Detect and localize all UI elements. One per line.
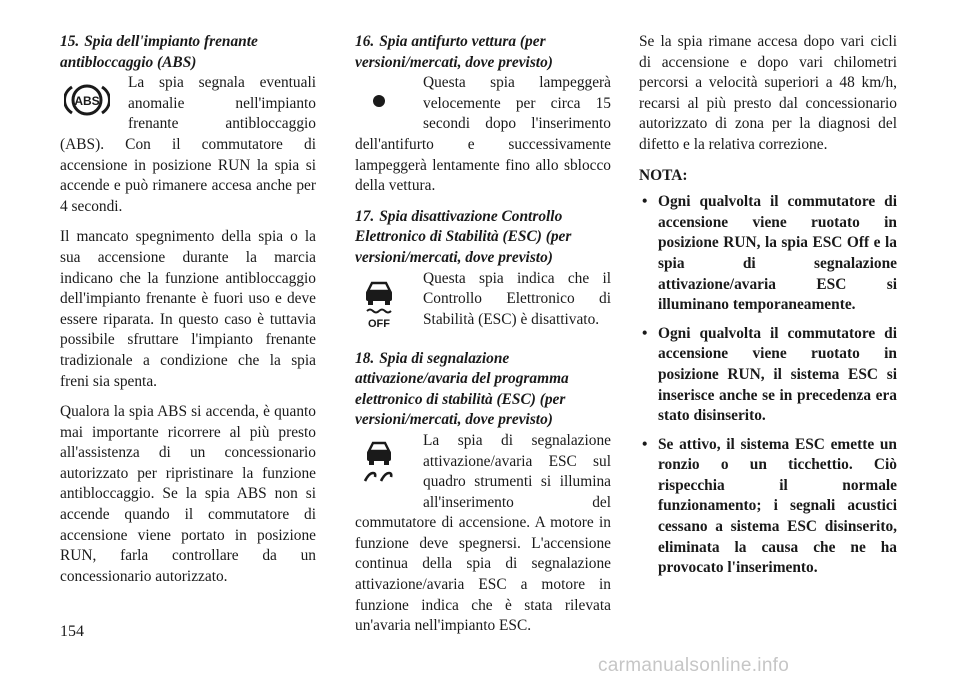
antitheft-intro-text: Questa spia lampeggerà velocemente per circa 15 secondi dopo l'inserimento dell'antifurto e successivamente lampeggerà lentamente fino allo sblocco della vettura. <box>355 74 611 195</box>
note-item-text: Se attivo, il sistema ESC emette un ronzio o un ticchettio. Ciò rispecchia il normale funzionamento; i segnali acustici cessano a sistema ESC disinserito, eliminata la causa che ne ha provocato l'inserimento. <box>658 435 897 577</box>
section-title: Spia antifurto vettura (per versioni/mercati, dove previsto) <box>355 33 553 71</box>
column-middle <box>355 32 611 647</box>
section-title: Spia dell'impianto frenante antibloccaggio (ABS) <box>60 33 258 71</box>
section-number: 17. <box>355 207 375 225</box>
abs-warning-icon <box>60 73 128 131</box>
column-right <box>639 32 897 587</box>
bullet-icon: • <box>642 324 648 342</box>
section-heading-esc-fault <box>355 349 611 431</box>
abs-intro-text: La spia segnala eventuali anomalie nell'impianto frenante antibloccaggio (ABS). Con il commutatore di accensione in posizione RUN la spia si accende e può rimanere accesa anche per 4 secondi. <box>60 74 316 215</box>
note-item <box>639 435 897 579</box>
section-number: 16. <box>355 33 375 50</box>
bullet-icon: • <box>642 435 648 453</box>
note-item-text: Ogni qualvolta il commutatore di accensione viene ruotato in posizione RUN, il sistema ESC si inserisce anche se in precedenza era stato disinserito. <box>658 324 897 425</box>
note-list <box>639 192 897 579</box>
abs-paragraph: Il mancato spegnimento della spia o la sua accensione durante la marcia indicano che la funzione antibloccaggio dell'impianto frenante è fuori uso e deve essere riparata. In questo caso è tuttavia possibile sfruttare l'impianto frenante tradizionale a condizione che la spia freni sia spenta. <box>60 228 316 390</box>
section-heading-abs <box>60 32 316 73</box>
note-item-text: Ogni qualvolta il commutatore di accensione viene ruotato in posizione RUN, la spia ESC Off e la spia di segnalazione attivazione/avaria ESC si illuminano temporaneamente. <box>658 193 897 314</box>
section-title: Spia disattivazione Controllo Elettronico di Stabilità (ESC) (per versioni/mercati, dove previsto) <box>355 207 572 266</box>
note-label: NOTA: <box>639 166 688 184</box>
watermark: carmanualsonline.info <box>598 655 790 676</box>
column-left <box>60 32 316 597</box>
note-item <box>639 324 897 427</box>
note-item <box>639 192 897 316</box>
esc-off-intro-text: Questa spia indica che il Controllo Elettronico di Stabilità (ESC) è disattivato. <box>423 269 611 328</box>
abs-paragraph: Qualora la spia ABS si accenda, è quanto mai importante ricorrere al più presto all'assistenza di un concessionario autorizzato per ripristinare la funzione antibloccaggio. Se la spia ABS non si accende quando il commutatore di accensione viene portato in posizione RUN, farla controllare da un concessionario autorizzato. <box>60 403 316 585</box>
esc-off-intro-block <box>355 269 611 331</box>
esc-off-icon <box>355 269 423 349</box>
section-number: 15. <box>60 33 80 50</box>
esc-fault-intro-text: La spia di segnalazione attivazione/avaria ESC sul quadro strumenti si illumina all'inserimento del commutatore di accensione. A motore in funzione deve spegnersi. L'accensione continua della spia di segnalazione attivazione/avaria ESC a motore in funzione indica che è stata rilevata un'avaria nell'impianto ESC. <box>355 431 611 635</box>
abs-icon-label: ABS <box>74 94 100 109</box>
section-heading-esc-off <box>355 207 611 269</box>
abs-intro-block <box>60 73 316 217</box>
section-heading-antitheft <box>355 32 611 73</box>
antitheft-intro-block <box>355 73 611 197</box>
esc-fault-intro-block <box>355 431 611 637</box>
section-title: Spia di segnalazione attivazione/avaria del programma elettronico di stabilità (ESC) (per versioni/mercati, dove previsto) <box>355 349 569 429</box>
section-number: 18. <box>355 349 375 367</box>
esc-fault-continued-text: Se la spia rimane accesa dopo vari cicli di accensione e dopo vari chilometri percorsi a velocità superiori a 48 km/h, recarsi al più presto dal concessionario autorizzato di zona per la diagnosi del difetto e la relativa correzione. <box>639 33 897 153</box>
bullet-icon: • <box>642 193 648 211</box>
page-number: 154 <box>60 623 84 640</box>
esc-off-icon-label: OFF <box>368 317 390 329</box>
esc-activation-icon <box>355 431 423 511</box>
security-dot-icon <box>355 73 423 133</box>
